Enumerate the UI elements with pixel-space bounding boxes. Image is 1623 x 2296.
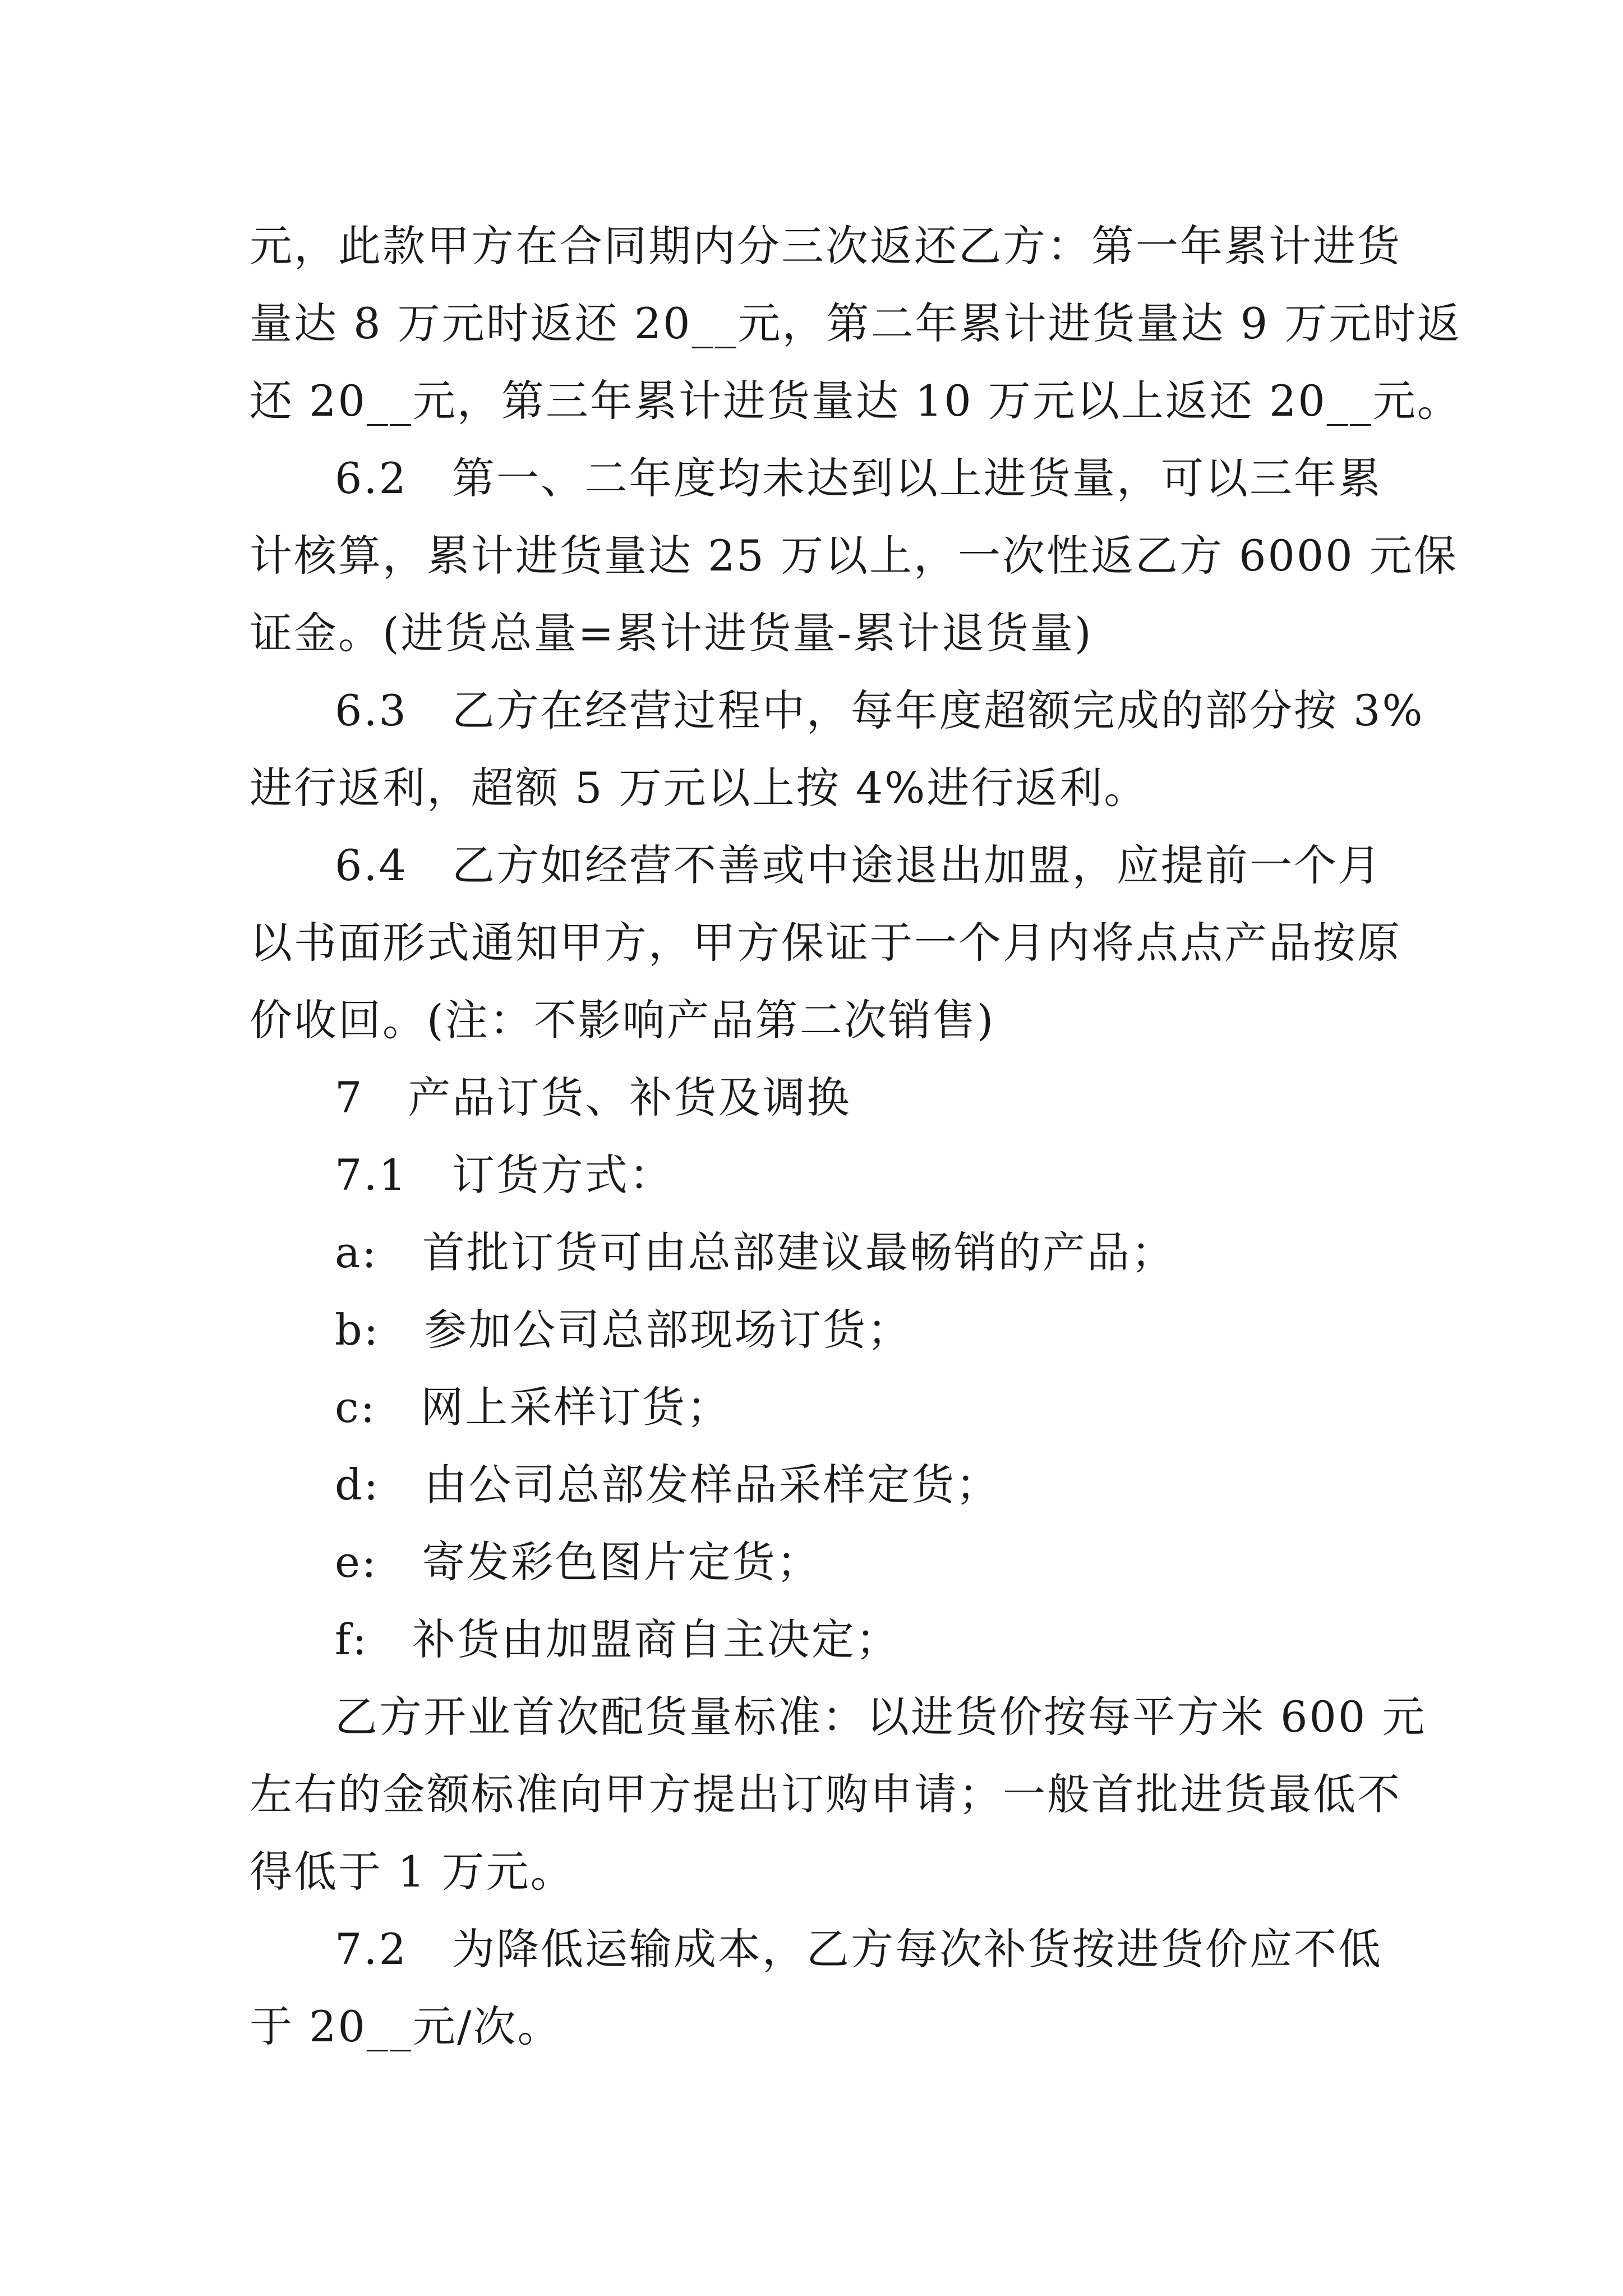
- text-line: 以书面形式通知甲方，甲方保证于一个月内将点点产品按原: [250, 918, 1401, 968]
- list-item-c: c: 网上采样订货；: [335, 1382, 731, 1432]
- text-line: 证金。(进货总量=累计进货量-累计退货量): [250, 608, 1093, 658]
- clause-6-3: 6.3 乙方在经营过程中，每年度超额完成的部分按 3%: [335, 685, 1424, 735]
- clause-6-2: 6.2 第一、二年度均未达到以上进货量，可以三年累: [335, 453, 1382, 503]
- list-item-e: e: 寄发彩色图片定货；: [335, 1537, 821, 1587]
- text-line: 价收回。(注：不影响产品第二次销售): [250, 995, 995, 1045]
- clause-6-4: 6.4 乙方如经营不善或中途退出加盟，应提前一个月: [335, 840, 1382, 890]
- list-item-b: b: 参加公司总部现场订货；: [335, 1305, 912, 1355]
- text-line: 进行返利，超额 5 万元以上按 4%进行返利。: [250, 763, 1149, 813]
- text-line: 于 20__元/次。: [250, 2001, 562, 2051]
- opening-stock-paragraph: 乙方开业首次配货量标准：以进货价按每平方米 600 元: [335, 1692, 1427, 1742]
- text-line: 元，此款甲方在合同期内分三次返还乙方：第一年累计进货: [250, 221, 1401, 271]
- list-item-f: f: 补货由加盟商自主决定；: [335, 1614, 900, 1664]
- clause-7-2: 7.2 为降低运输成本，乙方每次补货按进货价应不低: [335, 1924, 1382, 1974]
- clause-7-1: 7.1 订货方式：: [335, 1150, 674, 1200]
- text-line: 还 20__元，第三年累计进货量达 10 万元以上返还 20__元。: [250, 376, 1461, 426]
- text-line: 计核算，累计进货量达 25 万以上，一次性返乙方 6000 元保: [250, 531, 1458, 581]
- text-line: 量达 8 万元时返还 20__元，第二年累计进货量达 9 万元时返: [250, 298, 1462, 348]
- text-line: 得低于 1 万元。: [250, 1847, 575, 1897]
- section-7-heading: 7 产品订货、补货及调换: [335, 1073, 851, 1122]
- document-page: [250, 208, 1462, 2065]
- list-item-d: d: 由公司总部发样品采样定货；: [335, 1460, 1000, 1510]
- list-item-a: a: 首批订货可由总部建议最畅销的产品；: [335, 1227, 1175, 1277]
- text-line: 左右的金额标准向甲方提出订购申请；一般首批进货最低不: [250, 1769, 1401, 1819]
